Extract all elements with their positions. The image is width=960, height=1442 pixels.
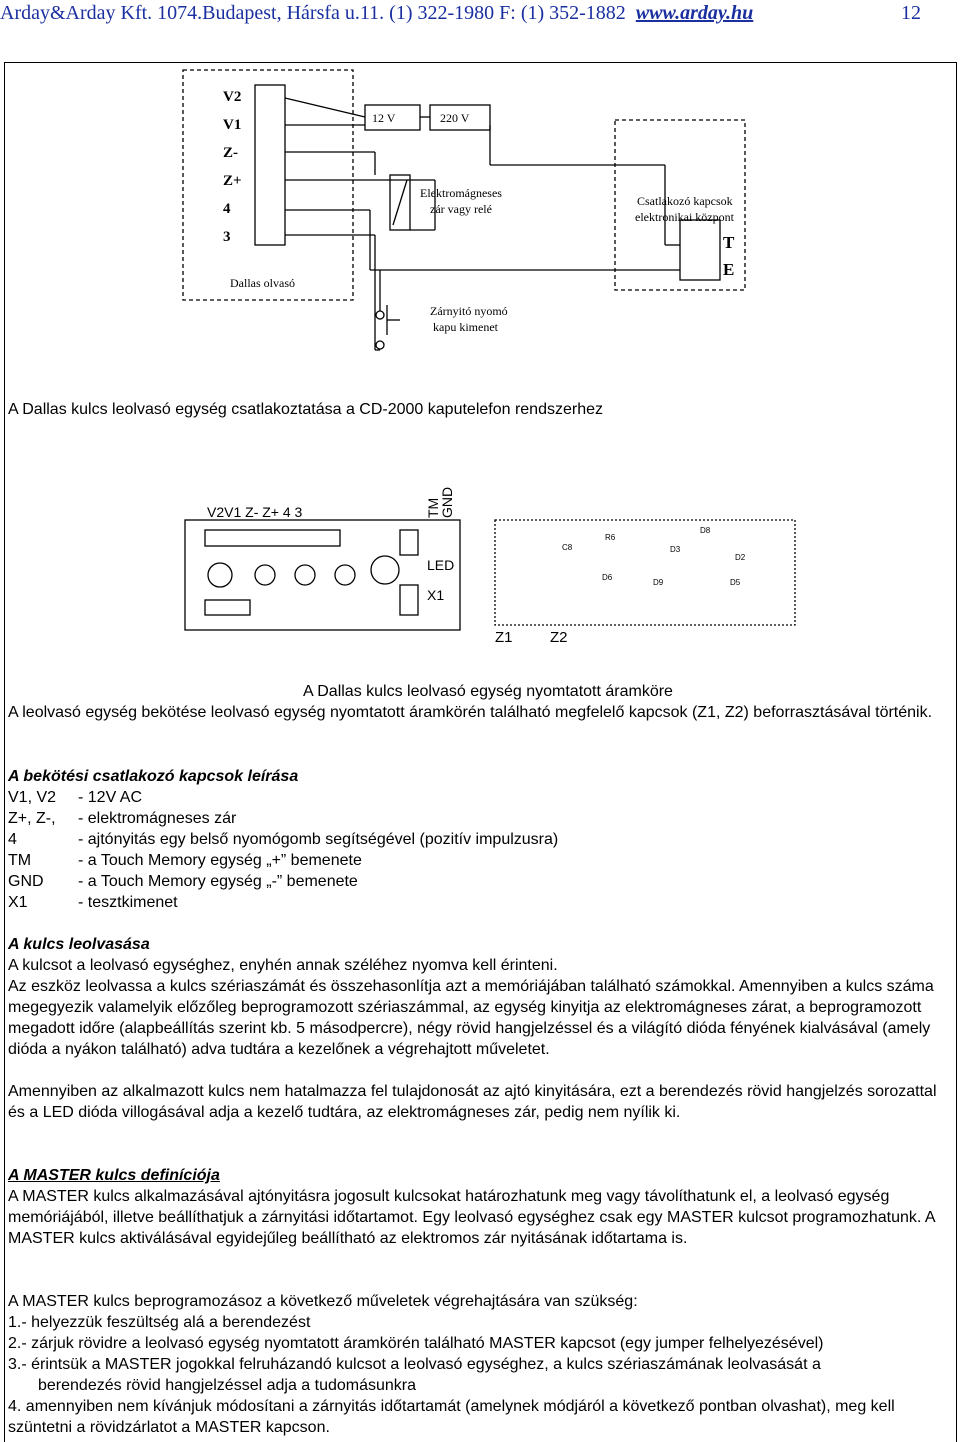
- reading-p3: Amennyiben az alkalmazott kulcs nem hatalmazza fel tulajdonosát az ajtó kinyitására, ezt a berendezés rövid hangjelzés sorozattal és a LED dióda villogásával adja a kezelő tudtára, az elektromágneses zár, pedig nem nyílik ki.: [8, 1083, 937, 1121]
- pcb-part-d8: D8: [700, 526, 711, 535]
- wiring-paragraph: A leolvasó egység bekötése leolvasó egység nyomtatott áramkörén található megfelelő kapcsok (Z1, Z2) beforrasztásával történik.: [8, 704, 933, 721]
- terminal-zplus: Z+: [223, 173, 242, 189]
- terminal-v2: V2: [223, 89, 242, 105]
- pcb-diagram: [165, 480, 805, 680]
- master-p2: A MASTER kulcs beprogramozásoz a következő műveletek végrehajtására van szükség:: [8, 1293, 638, 1310]
- section-title-reading: A kulcs leolvasása: [8, 936, 150, 953]
- label-12v: 12 V: [372, 111, 396, 125]
- pcb-part-c8: C8: [562, 543, 573, 552]
- label-220v: 220 V: [440, 111, 470, 125]
- master-step: 2.- zárjuk rövidre a leolvasó egység nyomtatott áramkörén található MASTER kapcsot (egy jumper felhelyezésével): [8, 1335, 824, 1352]
- pcb-z2: Z2: [550, 629, 568, 646]
- terminal-row: GND - a Touch Memory egység „-” bemenete: [8, 873, 358, 890]
- master-step: 1.- helyezzük feszültség alá a berendezést: [8, 1314, 311, 1331]
- central-label-2: elektronikai központ: [635, 210, 734, 224]
- pcb-x1: X1: [427, 587, 445, 603]
- lock-label-1: Elektromágneses: [420, 186, 502, 200]
- central-label-1: Csatlakozó kapcsok: [637, 194, 733, 208]
- terminal-row: V1, V2 - 12V AC: [8, 789, 143, 806]
- terminal-e: E: [723, 260, 735, 279]
- pcb-tm: TM: [425, 497, 441, 518]
- button-label-2: kapu kimenet: [433, 320, 498, 334]
- master-step: 4. amennyiben nem kívánjuk módosítani a zárnyitás időtartamát (amelynek módjáról a következő pontban olvashat), meg kell szüntetni a rövidzárlatot a MASTER kapcson.: [8, 1398, 895, 1436]
- terminal-row: X1 - tesztkimenet: [8, 894, 178, 911]
- pcb-part-d5: D5: [730, 578, 741, 587]
- pcb-part-r6: R6: [605, 533, 616, 542]
- pcb-part-d6: D6: [602, 573, 613, 582]
- lock-label-2: zár vagy relé: [430, 202, 492, 216]
- pcb-top-terminals: V2V1 Z- Z+ 4 3: [207, 504, 303, 520]
- master-step-cont: berendezés rövid hangjelzéssel adja a tudomásunkra: [38, 1377, 417, 1394]
- terminal-t: T: [723, 233, 735, 252]
- master-p1: A MASTER kulcs alkalmazásával ajtónyitásra jogosult kulcsokat határozhatunk meg vagy távolíthatunk el, a leolvasó egység memóriájából, illetve beállíthatjuk a zárnyitási időtartamot. Egy leolvasó egységhez csak egy MASTER kulcsot programozhatunk. A MASTER kulcs aktiválásával egyidejűleg beállítható az elektromos zár nyitásának időtartama is.: [8, 1188, 935, 1247]
- button-label-1: Zárnyitó nyomó: [430, 304, 508, 318]
- pcb-z1: Z1: [495, 629, 513, 646]
- terminal-row: Z+, Z-, - elektromágneses zár: [8, 810, 237, 827]
- caption-wiring: A Dallas kulcs leolvasó egység csatlakoztatása a CD-2000 kaputelefon rendszerhez: [8, 401, 603, 418]
- pcb-part-d9: D9: [653, 578, 664, 587]
- section-title-master: A MASTER kulcs definíciója: [8, 1167, 220, 1184]
- master-step: 3.- érintsük a MASTER jogokkal felruházandó kulcsot a leolvasó egységhez, a kulcs szériaszámának leolvasását a: [8, 1356, 821, 1373]
- section-title-terminals: A bekötési csatlakozó kapcsok leírása: [8, 768, 299, 785]
- reader-label: Dallas olvasó: [230, 276, 295, 290]
- terminal-v1: V1: [223, 117, 242, 133]
- page-header: [0, 0, 960, 30]
- header-address: Arday&Arday Kft. 1074.Budapest, Hársfa u.11. (1) 322-1980 F: (1) 352-1882 www.arday.hu: [0, 2, 754, 24]
- pcb-part-d2: D2: [735, 553, 746, 562]
- terminal-3: 3: [223, 229, 231, 245]
- terminal-4: 4: [223, 201, 231, 217]
- pcb-led: LED: [427, 557, 455, 573]
- reading-p2: Az eszköz leolvassa a kulcs szériaszámát és összehasonlítja azt a memóriájában található számokkal. Amennyiben a kulcs száma megegyezik valamelyik előzőleg beprogramozott szériaszámmal, az egység kinyitja az elektromágneses zárat, a beprogramozott megadott időre (alapbeállítás szerint kb. 5 másodpercre), négy rövid hangjelzéssel és a világító dióda fényének kialvásával (amely dióda a nyákon található) adva tudtára a kezelőnek a végrehajtott műveletet.: [8, 978, 934, 1058]
- terminal-row: TM - a Touch Memory egység „+” bemenete: [8, 852, 362, 869]
- pcb-part-d3: D3: [670, 545, 681, 554]
- page-number: 12: [901, 2, 921, 24]
- terminal-zminus: Z-: [223, 145, 238, 161]
- reading-p1: A kulcsot a leolvasó egységhez, enyhén annak széléhez nyomva kell érinteni.: [8, 957, 558, 974]
- caption-pcb: A Dallas kulcs leolvasó egység nyomtatott áramköre: [303, 683, 673, 700]
- wiring-diagram: [175, 65, 755, 365]
- website-link[interactable]: www.arday.hu: [635, 2, 754, 24]
- terminal-row: 4 - ajtónyitás egy belső nyomógomb segítségével (pozitív impulzusra): [8, 831, 559, 848]
- pcb-gnd: GND: [439, 486, 455, 518]
